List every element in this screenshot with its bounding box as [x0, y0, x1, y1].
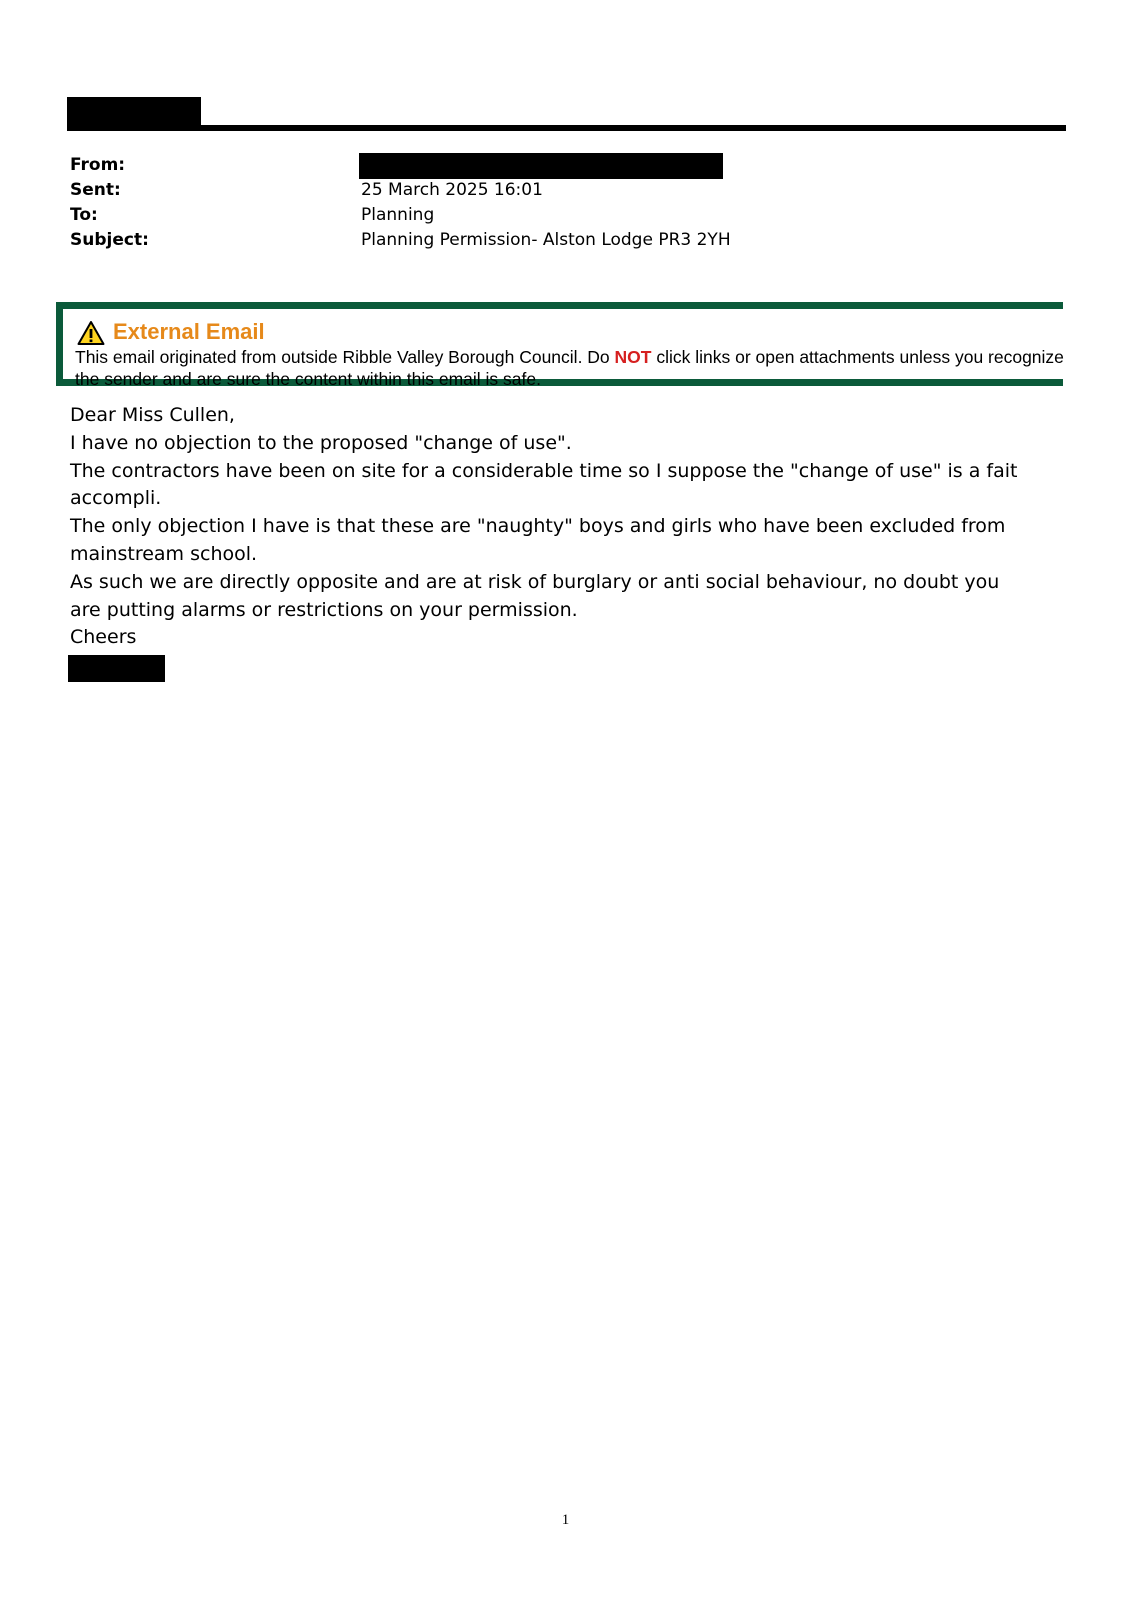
email-body: [70, 402, 1030, 652]
redacted-name-header: [67, 97, 201, 127]
warning-icon: [77, 320, 105, 346]
redacted-from-value: [359, 153, 723, 179]
banner-message: [75, 346, 1065, 390]
body-line: As such we are directly opposite and are at risk of burglary or anti social behaviour, no doubt you are putting alarms or restrictions on your permission.: [70, 570, 1000, 621]
page-number: 1: [561, 1512, 570, 1528]
redacted-signature: [68, 655, 165, 682]
to-value: Planning: [361, 205, 435, 225]
body-line: I have no objection to the proposed "change of use".: [70, 431, 572, 454]
external-email-banner: [56, 302, 1064, 389]
banner-text-before: This email originated from outside Ribble Valley Borough Council. Do: [75, 347, 615, 367]
subject-value: Planning Permission- Alston Lodge PR3 2YH: [361, 230, 731, 250]
from-label: From:: [70, 155, 126, 175]
signoff: Cheers: [70, 626, 137, 649]
body-line: The contractors have been on site for a considerable time so I suppose the "change of use" is a fait accompli.: [70, 459, 1018, 510]
greeting: Dear Miss Cullen,: [70, 404, 235, 426]
banner-title: External Email: [113, 319, 265, 344]
subject-label: Subject:: [70, 230, 149, 250]
header-rule: [67, 125, 1066, 131]
banner-text-after: click links or open attachments unless you recognize the sender and are sure the content within this email is safe.: [75, 347, 1064, 389]
banner-text-emphasis: NOT: [614, 347, 652, 367]
sent-value: 25 March 2025 16:01: [361, 180, 543, 200]
sent-label: Sent:: [70, 180, 121, 200]
to-label: To:: [70, 205, 98, 225]
body-line: The only objection I have is that these are "naughty" boys and girls who have been excluded from mainstream school.: [70, 515, 1006, 565]
